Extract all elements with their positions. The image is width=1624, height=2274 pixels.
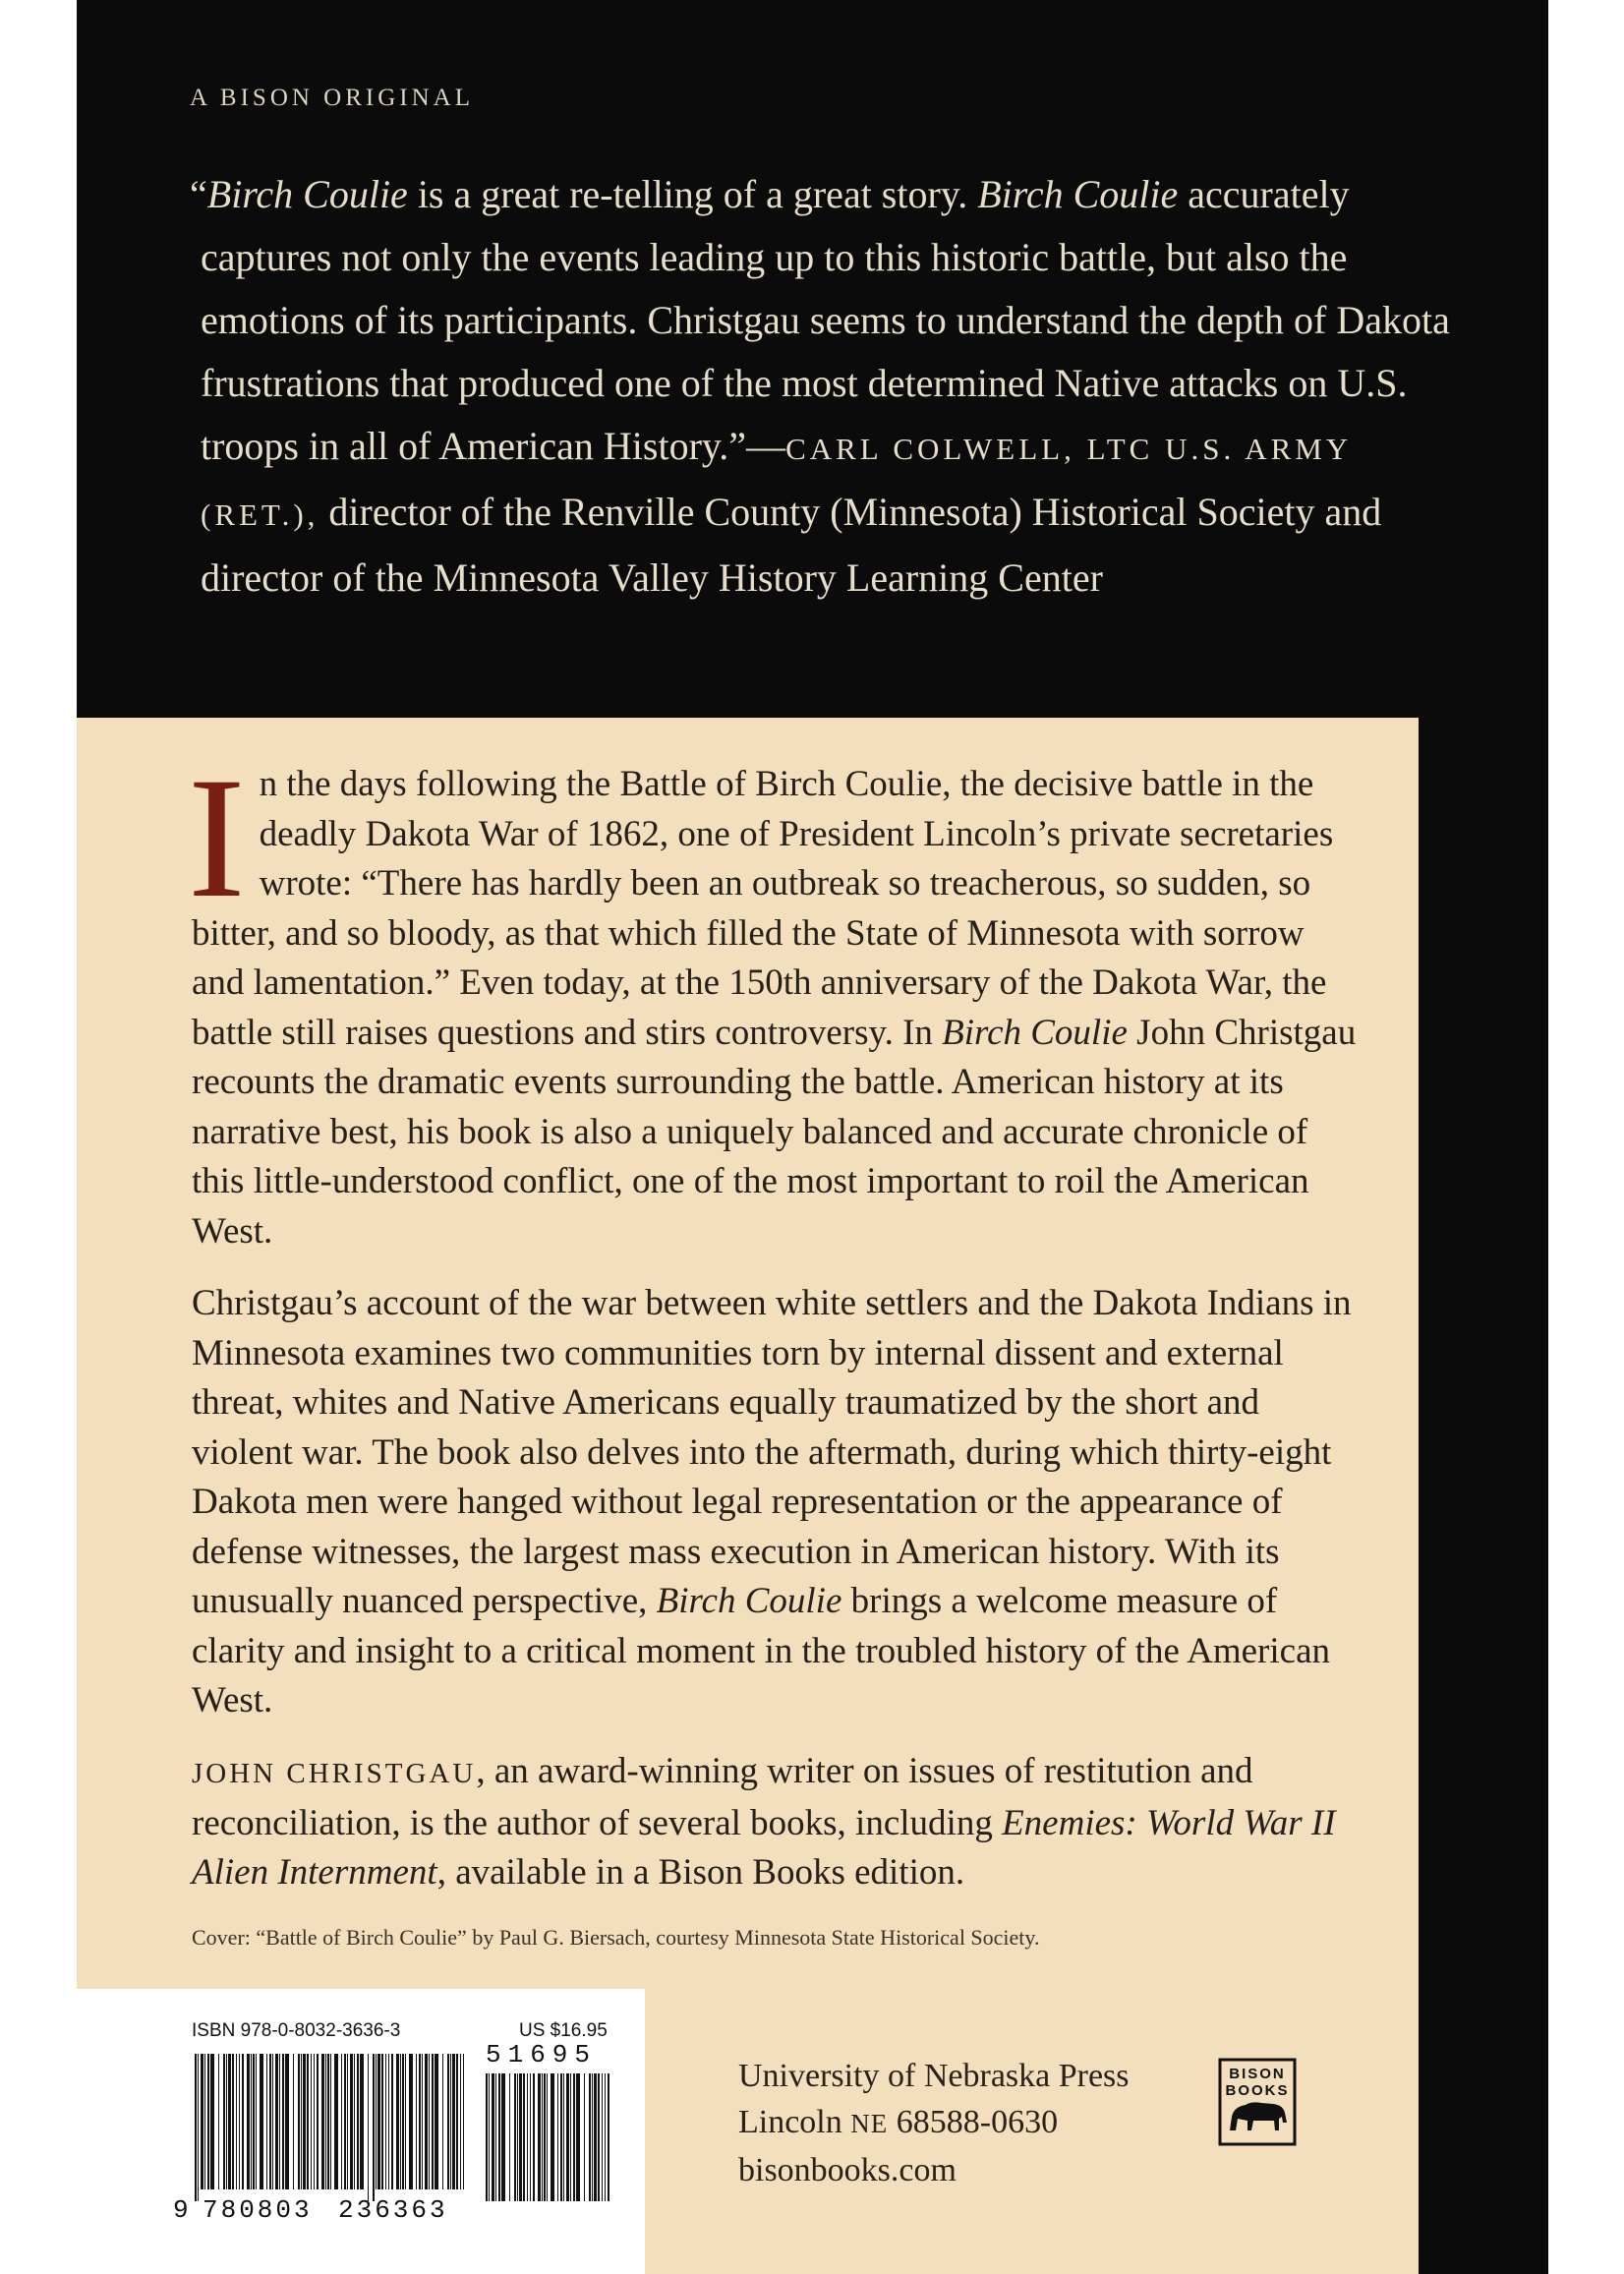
bison-books-logo — [1218, 2058, 1297, 2146]
barcode-bar — [272, 2054, 273, 2189]
barcode-bar — [405, 2054, 406, 2189]
barcode-bar — [239, 2054, 240, 2189]
barcode-bar — [314, 2054, 315, 2189]
book-title-italic: Birch Coulie — [977, 172, 1179, 216]
barcode-bar — [560, 2073, 562, 2201]
barcode-bar — [317, 2054, 319, 2189]
barcode-bar — [519, 2073, 522, 2201]
endorser-name: CARL COLWELL — [785, 432, 1065, 466]
author-name: JOHN CHRISTGAU — [192, 1758, 477, 1789]
barcode-bar — [576, 2073, 580, 2201]
barcode-bar — [452, 2054, 455, 2189]
barcode-bar — [442, 2054, 443, 2189]
barcode-bar — [298, 2054, 300, 2189]
barcode-bar — [450, 2054, 451, 2189]
description-paragraph-1: In the days following the Battle of Birch Coulie, the decisive battle in the deadly Dakota War of 1862, one of President Lincoln’s private secretaries wrote: “There has hardly been an outbreak so treacherous, so sudden, so bitter, and so bloody, as that which filled the State of Minnesota with sorrow and lamentation.” Even today, at the 150th anniversary of the Dakota War, the battle still raises questions and stirs controversy. In Birch Coulie John Christgau recounts the dramatic events surrounding the battle. American history at its narrative best, his book is also a uniquely balanced and accurate chronicle of this little-understood conflict, one of the most important to roil the American West. — [188, 742, 1357, 1252]
barcode-bar — [517, 2073, 518, 2201]
addon-barcode — [486, 2073, 613, 2201]
barcode-bar — [509, 2073, 510, 2201]
endorsement-quote: “Birch Coulie is a great re-telling of a great story. Birch Coulie accurately captures not only the events leading up to this historic battle, but also the emotions of its participants. Christgau seems to understand the depth of Dakota frustrations that produced one of the most determined Native attacks on U.S. troops in all of American History.”—CARL COLWELL, LTC U.S. ARMY (RET.), director of the Renville County (Minnesota) Historical Society and director of the Minnesota Valley History Learning Center — [190, 172, 1450, 600]
isbn-label: ISBN 978-0-8032-3636-3 — [192, 2020, 401, 2041]
barcode-bar — [598, 2073, 600, 2201]
barcode-bar — [242, 2054, 244, 2189]
barcode-bar — [547, 2073, 548, 2201]
barcode-bar — [285, 2054, 289, 2189]
publisher-name: University of Nebraska Press — [738, 2058, 1130, 2094]
barcode-bar — [388, 2054, 389, 2189]
barcode-bar — [275, 2054, 278, 2189]
barcode-bar — [256, 2054, 257, 2189]
barcode-bar — [350, 2054, 353, 2189]
barcode-bar — [551, 2073, 554, 2201]
barcode-bar — [282, 2054, 284, 2189]
barcode-bar — [533, 2073, 535, 2201]
barcode-bar — [422, 2054, 423, 2189]
barcode-bar — [385, 2054, 386, 2189]
barcode-bar — [347, 2054, 348, 2189]
barcode-bar — [293, 2054, 294, 2189]
cover-credit: Cover: “Battle of Birch Coulie” by Paul G. Biersach, courtesy Minnesota State Historical Society. — [192, 1925, 1040, 1950]
barcode-bar — [435, 2054, 438, 2189]
barcode-bar — [195, 2054, 197, 2201]
barcode-bar — [463, 2054, 464, 2189]
barcode-bar — [198, 2054, 199, 2201]
barcode-bar — [207, 2054, 209, 2189]
barcode-bar — [381, 2054, 383, 2189]
barcode-bar — [266, 2054, 267, 2189]
barcode-bar — [425, 2054, 428, 2189]
publisher-website: bisonbooks.com — [738, 2152, 957, 2188]
barcode-bar — [269, 2054, 271, 2189]
barcode-bar — [260, 2054, 263, 2189]
barcode-bar — [204, 2054, 205, 2189]
barcode-bar — [307, 2054, 309, 2189]
barcode-bar — [402, 2054, 404, 2189]
drop-cap: I — [188, 742, 246, 934]
barcode-bar — [563, 2073, 564, 2201]
barcode-bar — [594, 2073, 597, 2201]
barcode-area — [77, 1989, 645, 2274]
barcode-bar — [605, 2073, 606, 2201]
barcode-bar — [523, 2073, 525, 2201]
book-title-italic: Birch Coulie — [206, 172, 408, 216]
barcode-bar — [544, 2073, 546, 2201]
barcode-bar — [218, 2054, 219, 2189]
barcode-bar — [447, 2054, 449, 2189]
barcode-bar — [566, 2073, 569, 2201]
barcode-bar — [301, 2054, 302, 2189]
barcode-bar — [573, 2073, 575, 2201]
addon-digits: 51695 — [486, 2040, 598, 2070]
barcode-bar — [321, 2054, 324, 2189]
barcode-bar — [303, 2054, 306, 2189]
barcode-bar — [201, 2054, 203, 2189]
barcode-bar — [396, 2054, 399, 2189]
barcode-bar — [602, 2073, 603, 2201]
barcode-bar — [486, 2073, 488, 2201]
barcode-bar — [460, 2054, 461, 2189]
barcode-bar — [456, 2054, 458, 2189]
description-panel — [77, 718, 1419, 2274]
barcode-bar — [368, 2054, 369, 2201]
barcode-bar — [344, 2054, 346, 2189]
barcode-bar — [330, 2054, 331, 2189]
barcode-bar — [501, 2073, 505, 2201]
barcode-bar — [527, 2073, 528, 2201]
barcode-bar — [228, 2054, 231, 2189]
barcode-bar — [419, 2054, 421, 2189]
barcode-bar — [589, 2073, 591, 2201]
endorser-affiliation: director of the Renville County (Minnesota) Historical Society and director of the Minnesota Valley History Learning Center — [201, 490, 1382, 600]
barcode-bar — [327, 2054, 329, 2189]
barcode-bar — [530, 2073, 531, 2201]
barcode-left-digits: 780803 — [203, 2195, 313, 2225]
barcode-bar — [279, 2054, 280, 2189]
barcode-bar — [373, 2054, 375, 2201]
barcode-bar — [247, 2054, 250, 2189]
barcode-bar — [391, 2054, 393, 2189]
barcode-bar — [584, 2073, 585, 2201]
barcode-bar — [360, 2054, 364, 2189]
barcode-bar — [210, 2054, 214, 2189]
book-back-cover — [77, 0, 1548, 2274]
blurb-panel — [77, 0, 1548, 718]
price-label: US $16.95 — [519, 2020, 608, 2041]
description-paragraph-2: Christgau’s account of the war between white settlers and the Dakota Indians in Minnesota examines two communities torn by internal dissent and external threat, whites and Native Americans equally traumatized by the short and violent war. The book also delves into the aftermath, during which thirty-eight Dakota men were hanged without legal representation or the appearance of defense witnesses, the largest mass execution in American history. With its unusually nuanced perspective, Birch Coulie brings a welcome measure of clarity and insight to a critical moment in the troubled history of the American West. — [192, 1283, 1352, 1720]
barcode-bar — [325, 2054, 326, 2189]
barcode-bar — [334, 2054, 338, 2189]
barcode-bar — [251, 2054, 252, 2189]
barcode-bar — [495, 2073, 496, 2201]
barcode-bar — [570, 2073, 571, 2201]
barcode-bar — [311, 2054, 312, 2189]
barcode-bar — [377, 2054, 380, 2189]
barcode-bar — [492, 2073, 494, 2201]
series-kicker: A BISON ORIGINAL — [190, 85, 474, 111]
author-bio: JOHN CHRISTGAU, an award-winning writer on issues of restitution and reconciliation, is the author of several books, including Enemies: World War II Alien Internment, available in a Bison Books edition. — [192, 1751, 1336, 1893]
barcode-bar — [498, 2073, 500, 2201]
barcode-bar — [223, 2054, 225, 2189]
barcode-lead-digit: 9 — [173, 2195, 189, 2225]
barcode-bar — [226, 2054, 227, 2189]
barcode-bar — [341, 2054, 342, 2189]
barcode-bar — [557, 2073, 558, 2201]
barcode-bar — [514, 2073, 516, 2201]
barcode-bar — [592, 2073, 593, 2201]
barcode-bar — [432, 2054, 434, 2189]
barcode-bar — [542, 2073, 543, 2201]
barcode-bar — [409, 2054, 413, 2189]
publisher-address: Lincoln NE 68588-0630 — [738, 2104, 1059, 2140]
barcode-bar — [608, 2073, 609, 2201]
barcode-bar — [416, 2054, 417, 2189]
barcode-bar — [236, 2054, 237, 2189]
barcode-bar — [357, 2054, 359, 2189]
barcode-bar — [489, 2073, 490, 2201]
logo-line-1: BISON — [1229, 2066, 1286, 2082]
barcode-bar — [400, 2054, 401, 2189]
barcode-bar — [376, 2054, 377, 2189]
publisher-info — [738, 2053, 1130, 2193]
barcode-right-digits: 236363 — [338, 2195, 448, 2225]
barcode-bar — [232, 2054, 234, 2189]
barcode-bar — [354, 2054, 355, 2189]
barcode-bar — [429, 2054, 430, 2189]
logo-line-2: BOOKS — [1225, 2082, 1290, 2099]
barcode-bar — [538, 2073, 541, 2201]
barcode-bar — [253, 2054, 255, 2189]
ean-barcode — [195, 2054, 466, 2201]
